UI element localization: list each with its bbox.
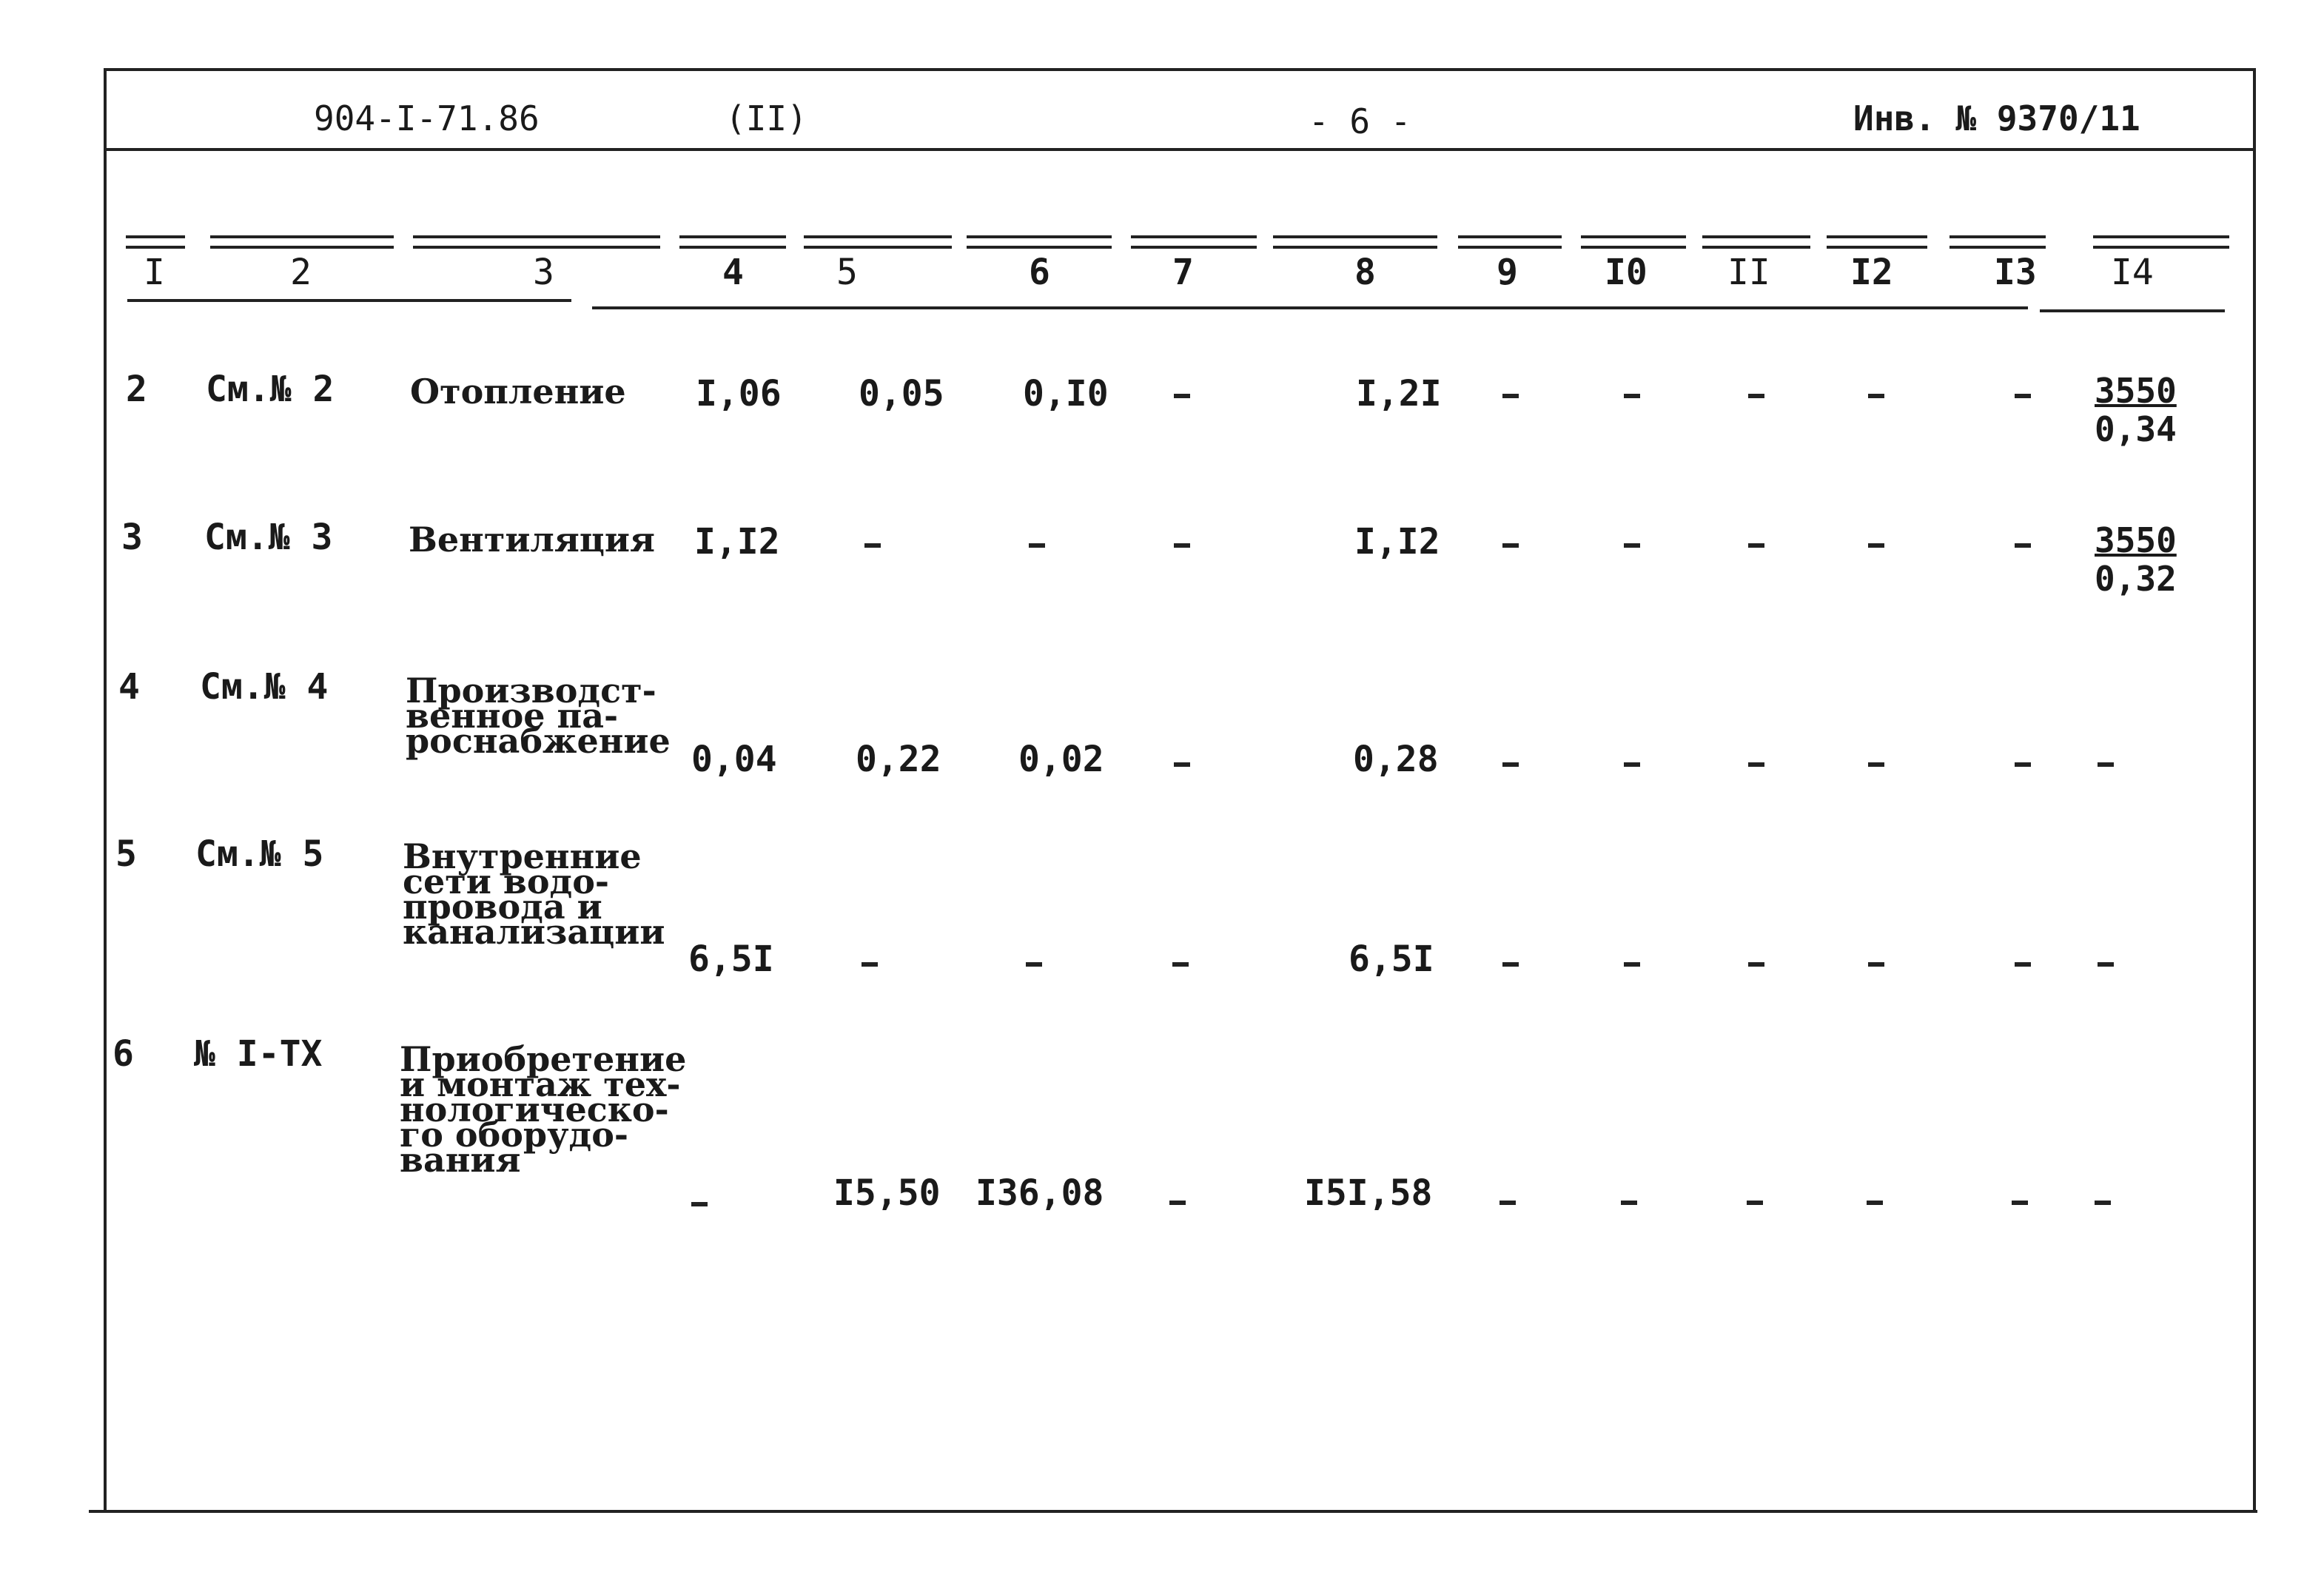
cell-c13-dash	[2012, 1201, 2028, 1205]
col-header-8: 8	[1354, 252, 1376, 293]
cell-c14-dash	[2098, 962, 2114, 967]
cell-c11-dash	[1747, 1201, 1763, 1205]
cell-c8: 6,5I	[1349, 939, 1434, 980]
col-rule-2	[210, 235, 394, 249]
cell-c7-dash	[1174, 543, 1190, 548]
col-rule-10	[1581, 235, 1686, 249]
cell-c14-dash	[2098, 762, 2114, 767]
col-rule-9	[1458, 235, 1562, 249]
cell-c12-dash	[1868, 543, 1884, 548]
col-header-12: I2	[1850, 252, 1893, 293]
col-header-11: II	[1727, 252, 1770, 293]
cell-c12-dash	[1868, 394, 1884, 398]
cell-c6-dash	[1026, 962, 1042, 967]
cell-c5: 0,05	[859, 373, 944, 414]
cell-c14-dash	[2095, 1201, 2111, 1205]
fraction-numerator: 3550	[2095, 520, 2177, 560]
header-under-rule-right	[2040, 309, 2225, 312]
row-ref: См.№ 2	[206, 369, 335, 410]
col-rule-7	[1131, 235, 1257, 249]
cell-c12-dash	[1868, 962, 1884, 967]
cell-c13-dash	[2015, 762, 2031, 767]
cell-c8: I,I2	[1354, 521, 1440, 563]
row-number: 6	[112, 1033, 134, 1075]
col-header-5: 5	[836, 252, 858, 293]
cell-c9-dash	[1502, 962, 1519, 967]
row-number: 4	[118, 666, 140, 708]
row-name: Отопление	[410, 372, 626, 412]
col-rule-5	[804, 235, 952, 249]
fraction-denominator: 0,32	[2095, 559, 2177, 599]
col-header-13: I3	[1994, 252, 2037, 293]
page-number: - 6 -	[1309, 101, 1411, 141]
col-header-10: I0	[1605, 252, 1648, 293]
cell-c9-dash	[1502, 394, 1519, 398]
col-rule-12	[1827, 235, 1927, 249]
cell-c10-dash	[1624, 762, 1640, 767]
cell-c13-dash	[2015, 962, 2031, 967]
row-ref: № I-ТХ	[194, 1033, 323, 1075]
row-number: 3	[121, 517, 143, 558]
cell-c7-dash	[1172, 962, 1189, 967]
cell-c6: I36,08	[975, 1172, 1104, 1214]
cell-c13-dash	[2015, 394, 2031, 398]
col-header-1: I	[144, 252, 165, 293]
row-number: 2	[126, 369, 147, 410]
col-header-4: 4	[722, 252, 744, 293]
cell-c8: I5I,58	[1304, 1172, 1433, 1214]
row-name: Производст- венное па- роснабжение	[406, 671, 671, 761]
col-header-7: 7	[1172, 252, 1194, 293]
col-rule-13	[1949, 235, 2046, 249]
cell-c10-dash	[1624, 394, 1640, 398]
col-header-14: I4	[2111, 252, 2154, 293]
col-rule-6	[967, 235, 1112, 249]
col-rule-14	[2093, 235, 2229, 249]
row-number: 5	[115, 833, 137, 875]
row-ref: См.№ 3	[204, 517, 333, 558]
doc-code: 904-I-71.86	[314, 98, 540, 138]
cell-c6: 0,02	[1018, 739, 1104, 780]
cell-c5-dash	[862, 962, 878, 967]
cell-c14-fraction	[2095, 521, 2177, 598]
cell-c7-dash	[1174, 762, 1190, 767]
cell-c6: 0,I0	[1023, 373, 1109, 414]
col-header-2: 2	[290, 252, 312, 293]
col-rule-11	[1702, 235, 1810, 249]
fraction-denominator: 0,34	[2095, 409, 2177, 449]
cell-c9-dash	[1499, 1201, 1516, 1205]
cell-c4: I,I2	[694, 521, 780, 563]
cell-c9-dash	[1502, 543, 1519, 548]
row-name: Приобретение и монтаж тех- нологическо- го оборудо- вания	[400, 1039, 687, 1180]
cell-c11-dash	[1748, 543, 1764, 548]
cell-c8: 0,28	[1353, 739, 1439, 780]
col-rule-4	[679, 235, 786, 249]
col-header-9: 9	[1497, 252, 1518, 293]
cell-c7-dash	[1169, 1201, 1186, 1205]
col-rule-1	[126, 235, 185, 249]
col-header-6: 6	[1029, 252, 1050, 293]
cell-c4-dash	[691, 1202, 708, 1206]
col-rule-3	[413, 235, 660, 249]
cell-c5: 0,22	[856, 739, 941, 780]
row-ref: См.№ 5	[195, 833, 324, 875]
col-header-3: 3	[533, 252, 554, 293]
cell-c5-dash	[864, 543, 881, 548]
fraction-numerator: 3550	[2095, 371, 2177, 411]
cell-c10-dash	[1624, 543, 1640, 548]
header-under-rule-left	[127, 299, 571, 302]
cell-c4: I,06	[696, 373, 782, 414]
cell-c6-dash	[1029, 543, 1045, 548]
frame-top-border	[104, 68, 2256, 71]
row-name: Вентиляция	[409, 520, 655, 560]
frame-left-border	[104, 68, 107, 1511]
row-name: Внутренние сети водо- провода и канализации	[403, 836, 665, 952]
col-rule-8	[1273, 235, 1437, 249]
cell-c11-dash	[1748, 394, 1764, 398]
cell-c10-dash	[1621, 1201, 1637, 1205]
cell-c4: 6,5I	[688, 939, 774, 980]
cell-c13-dash	[2015, 543, 2031, 548]
cell-c4: 0,04	[691, 739, 777, 780]
cell-c7-dash	[1174, 394, 1190, 398]
row-ref: См.№ 4	[200, 666, 329, 708]
cell-c11-dash	[1748, 962, 1764, 967]
cell-c9-dash	[1502, 762, 1519, 767]
cell-c12-dash	[1868, 762, 1884, 767]
header-rule	[104, 148, 2256, 151]
frame-right-border	[2253, 68, 2256, 1511]
cell-c10-dash	[1624, 962, 1640, 967]
cell-c8: I,2I	[1356, 373, 1442, 414]
section-number: (II)	[725, 98, 807, 138]
frame-bottom-border	[89, 1510, 2257, 1513]
cell-c12-dash	[1867, 1201, 1883, 1205]
cell-c14-fraction	[2095, 372, 2177, 449]
header-under-rule-mid	[592, 306, 2028, 309]
cell-c11-dash	[1748, 762, 1764, 767]
cell-c5: I5,50	[833, 1172, 941, 1214]
inventory-number: Инв. № 9370/11	[1853, 98, 2140, 138]
